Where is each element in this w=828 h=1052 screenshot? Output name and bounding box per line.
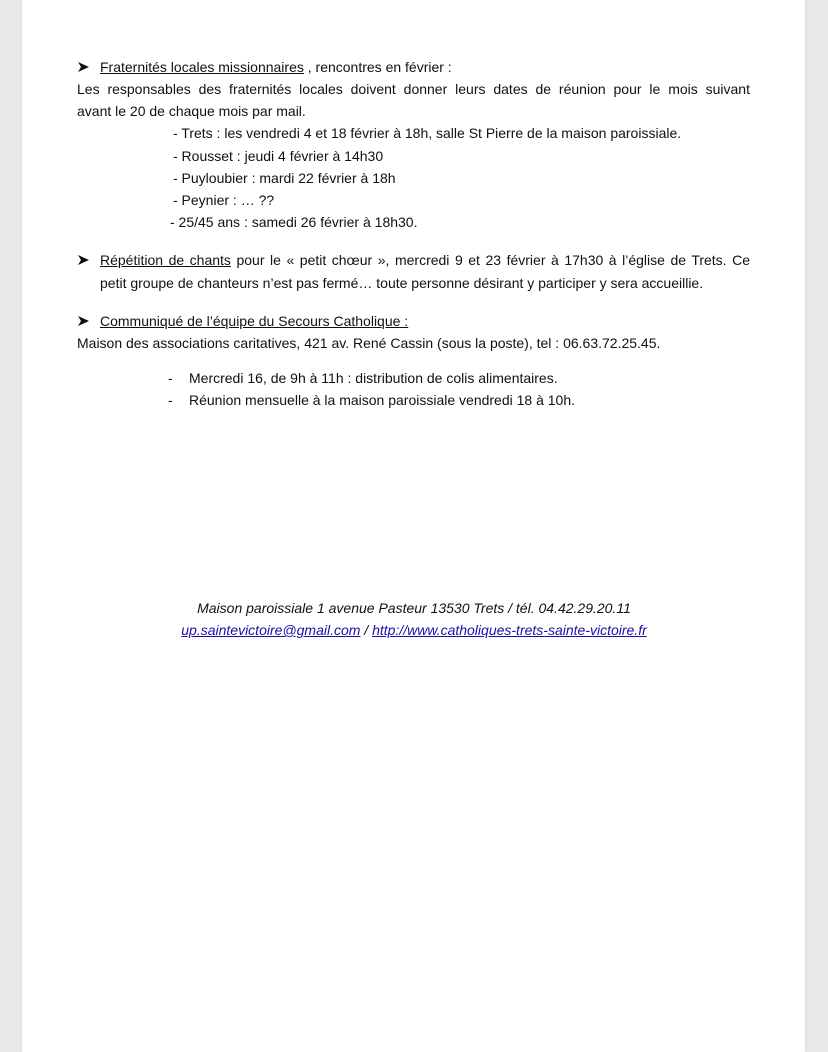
website-link[interactable]: http://www.catholiques-trets-sainte-victoire.fr (372, 622, 647, 638)
list-item: Réunion mensuelle à la maison paroissiale vendredi 18 à 10h. (189, 392, 576, 408)
email-link[interactable]: up.saintevictoire@gmail.com (181, 622, 361, 638)
dash-bullet: - (168, 392, 173, 408)
dash-bullet: - (168, 370, 173, 386)
section1-heading (100, 58, 452, 76)
section1-title: Fraternités locales missionnaires (100, 59, 304, 75)
section2-line1-rest: pour le « petit chœur », mercredi 9 et 23 février à 17h30 à l’église de Trets. Ce (230, 252, 751, 268)
section1-paragraph-line2: avant le 20 de chaque mois par mail. (77, 103, 306, 119)
section1-title-suffix: , rencontres en février : (303, 59, 452, 75)
list-item: - Trets : les vendredi 4 et 18 février à 18h, salle St Pierre de la maison paroissiale. (173, 125, 682, 141)
footer-separator: / (360, 622, 373, 638)
arrow-bullet-icon (77, 253, 91, 267)
section3-title: Communiqué de l’équipe du Secours Catholique : (100, 313, 409, 329)
list-item: - 25/45 ans : samedi 26 février à 18h30. (170, 214, 418, 230)
section2-line1 (100, 251, 750, 269)
arrow-bullet-icon (77, 60, 91, 74)
section2-title: Répétition de chants (100, 252, 231, 268)
footer-address: Maison paroissiale 1 avenue Pasteur 13530 Trets / tél. 04.42.29.20.11 (197, 600, 631, 616)
document-page (22, 0, 805, 1052)
list-item: - Rousset : jeudi 4 février à 14h30 (173, 148, 384, 164)
arrow-bullet-icon (77, 314, 91, 328)
list-item: Mercredi 16, de 9h à 11h : distribution de colis alimentaires. (189, 370, 558, 386)
section2-line2: petit groupe de chanteurs n’est pas fermé… toute personne désirant y participer y sera accueillie. (100, 275, 704, 291)
footer-links (0, 621, 828, 639)
section3-address: Maison des associations caritatives, 421 av. René Cassin (sous la poste), tel : 06.63.72.25.45. (77, 335, 661, 351)
list-item: - Puyloubier : mardi 22 février à 18h (173, 170, 396, 186)
list-item: - Peynier : … ?? (173, 192, 275, 208)
section1-paragraph-line1: Les responsables des fraternités locales doivent donner leurs dates de réunion pour le mois suivant (77, 81, 750, 97)
